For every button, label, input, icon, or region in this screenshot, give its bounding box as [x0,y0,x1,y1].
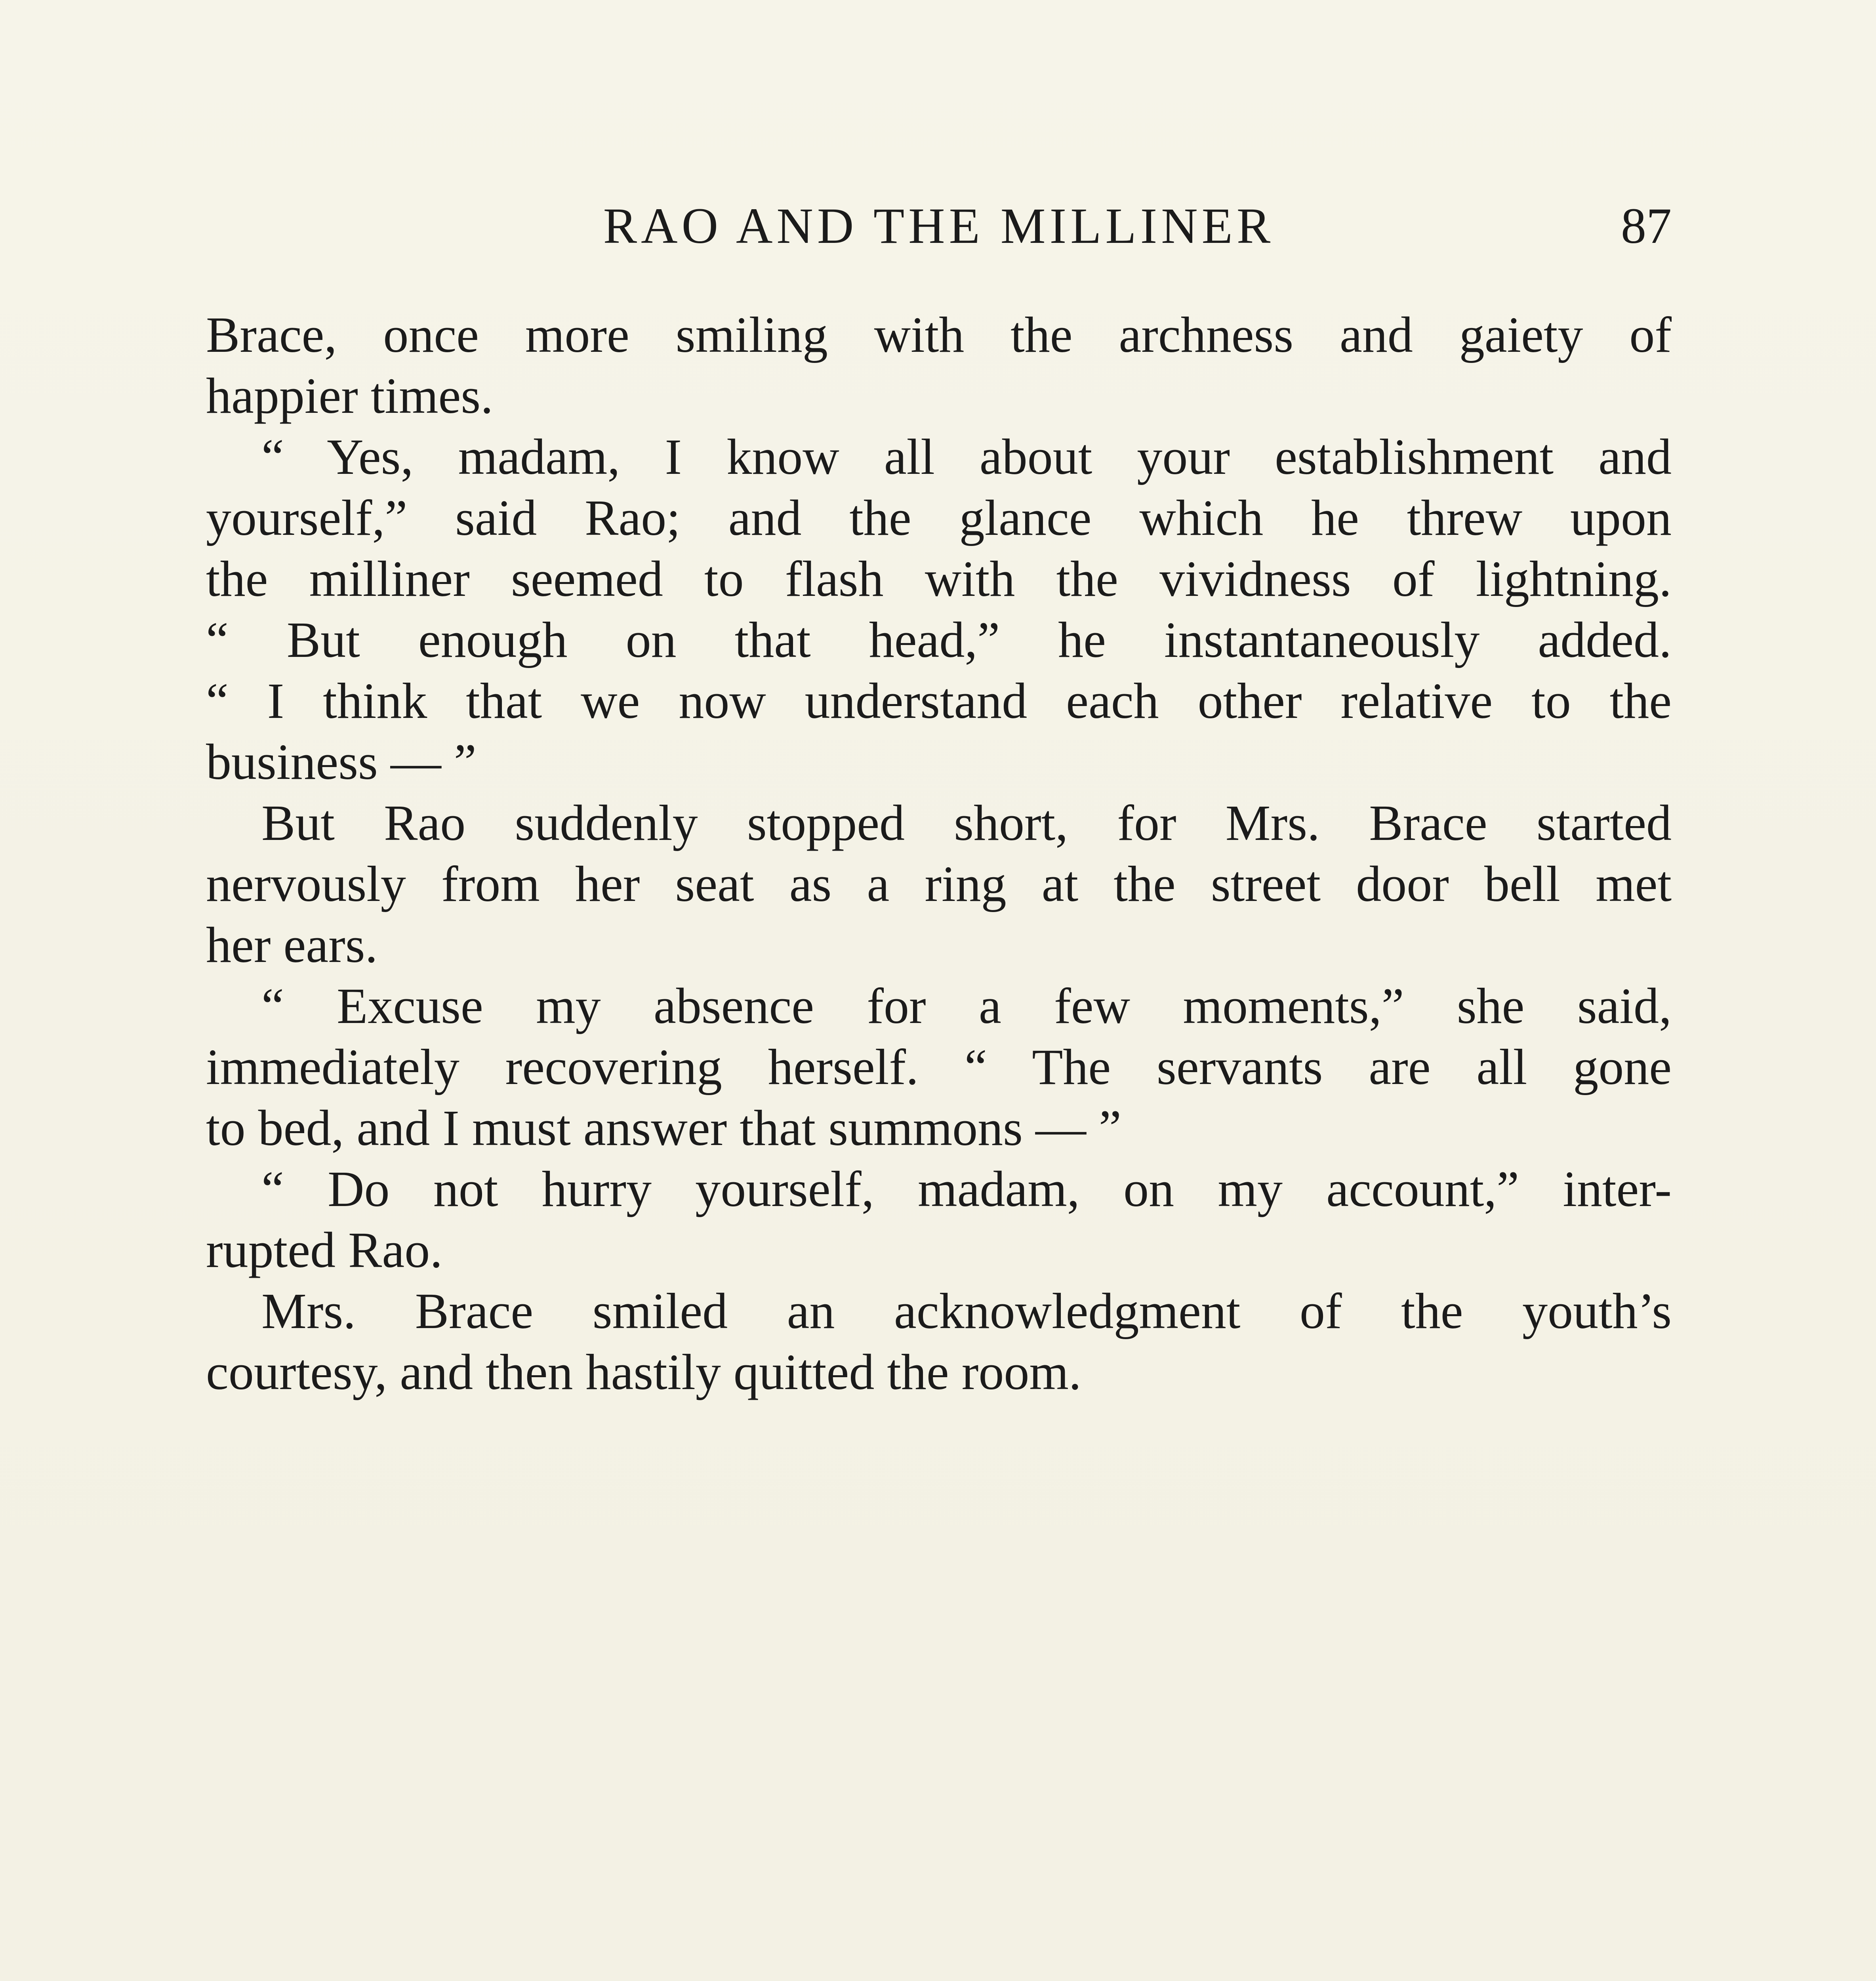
text-line: happier times. [206,368,494,424]
text-line: nervously from her seat as a ring at the street door bell met [206,856,1672,912]
page-header [206,194,1672,258]
text-line: the milliner seemed to flash with the vividness of lightning. [206,551,1672,607]
running-title: RAO AND THE MILLINER [603,198,1275,254]
text-line: “ I think that we now understand each other relative to the [206,673,1672,729]
text-line: “ Excuse my absence for a few moments,” she said, [261,978,1672,1034]
text-line: business — ” [206,734,477,790]
text-line: Brace, once more smiling with the archness and gaiety of [206,307,1672,363]
text-line: “ But enough on that head,” he instantaneously added. [206,612,1672,668]
text-line: Mrs. Brace smiled an acknowledgment of the youth’s [261,1283,1672,1339]
page-number: 87 [1621,198,1672,254]
text-line: yourself,” said Rao; and the glance which he threw upon [206,490,1672,546]
text-line: her ears. [206,917,378,973]
text-line: rupted Rao. [206,1222,443,1278]
text-line: courtesy, and then hastily quitted the room. [206,1344,1081,1400]
text-line: “ Yes, madam, I know all about your establishment and [261,429,1672,485]
text-line: immediately recovering herself. “ The servants are all gone [206,1039,1672,1095]
text-line: But Rao suddenly stopped short, for Mrs. Brace started [261,795,1672,851]
text-line: to bed, and I must answer that summons — ” [206,1100,1121,1156]
body-text [206,304,1672,1403]
text-line: “ Do not hurry yourself, madam, on my account,” inter- [261,1161,1672,1217]
